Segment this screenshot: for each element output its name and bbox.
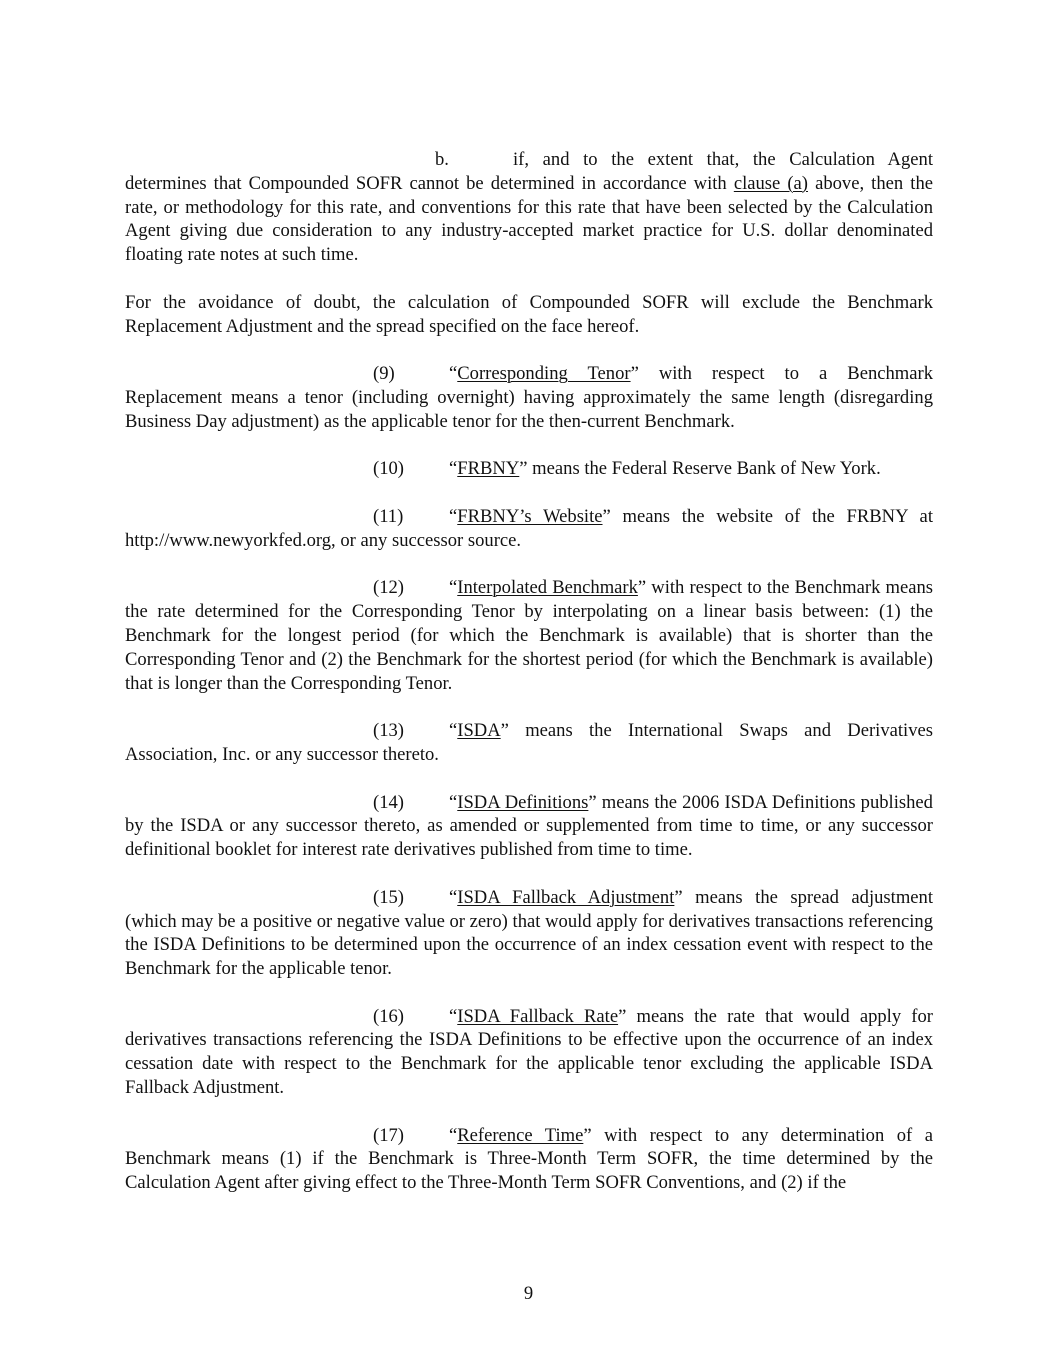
defined-term: Reference Time (457, 1124, 584, 1146)
open-quote: “ (449, 791, 458, 813)
definition-text: ” means the rate that would apply for derivatives transactions referencing the ISDA Definitions to be effective upon the occurrence of an index cessation date with respect to the Benchmark for the applicable tenor excluding the applicable ISDA Fallback Adjustment. (125, 1005, 933, 1099)
definition-number: (9) (373, 363, 395, 385)
definition-isda (125, 719, 933, 767)
definition-frbny-website (125, 505, 933, 553)
definition-isda-fallback-rate (125, 1005, 933, 1100)
definition-isda-fallback-adjustment (125, 886, 933, 981)
defined-term: Interpolated Benchmark (457, 577, 638, 599)
definition-number: (16) (373, 1005, 404, 1027)
definition-text: ” means the Federal Reserve Bank of New York. (519, 458, 881, 480)
definition-isda-definitions (125, 791, 933, 862)
defined-term: ISDA Fallback Adjustment (457, 886, 675, 908)
clause-reference: clause (a) (733, 172, 808, 194)
open-quote: “ (449, 1005, 458, 1027)
definition-text: ” means the website of the FRBNY at http://www.newyorkfed.org, or any successor source. (125, 505, 933, 551)
open-quote: “ (449, 886, 458, 908)
definition-interpolated-benchmark (125, 576, 933, 695)
definition-text: ” with respect to a Benchmark Replacement means a tenor (including overnight) having approximately the same length (disregarding Business Day adjustment) as the applicable tenor for the then-current Benchmark. (125, 363, 933, 432)
defined-term: ISDA Definitions (457, 791, 589, 813)
definition-number: (15) (373, 886, 404, 908)
definition-frbny (125, 457, 933, 481)
open-quote: “ (449, 363, 458, 385)
definition-text: ” means the 2006 ISDA Definitions published by the ISDA or any successor thereto, as amended or supplemented from time to time, or any successor definitional booklet for interest rate derivatives published from time to time. (125, 791, 933, 861)
definition-number: (12) (373, 577, 404, 599)
definition-text: ” means the spread adjustment (which may be a positive or negative value or zero) that would apply for derivatives transactions referencing the ISDA Definitions to be determined upon the occurrence of an index cessation event with respect to the Benchmark for the applicable tenor. (125, 886, 933, 980)
page-number: 9 (523, 1283, 534, 1304)
defined-term: FRBNY (457, 458, 520, 480)
definition-text: ” with respect to any determination of a Benchmark means (1) if the Benchmark is Three-Month Term SOFR, the time determined by the Calculation Agent after giving effect to the Three-Month Term SOFR Conventions, and (2) if the (125, 1124, 933, 1194)
open-quote: “ (449, 720, 458, 742)
clause-b-paragraph (125, 148, 933, 267)
clause-number: b. (435, 149, 449, 170)
definition-number: (17) (373, 1124, 404, 1146)
definition-number: (10) (373, 458, 404, 480)
open-quote: “ (449, 1124, 458, 1146)
open-quote: “ (449, 577, 458, 599)
clause-text: if, and to the extent that, the Calculation Agent determines that Compounded SOFR cannot be determined in accordance with (125, 149, 933, 194)
open-quote: “ (449, 505, 458, 527)
defined-term: ISDA (457, 720, 501, 742)
defined-term: Corresponding Tenor (457, 363, 631, 385)
definition-text: ” with respect to the Benchmark means the rate determined for the Corresponding Tenor by interpolating on a linear basis between: (1) the Benchmark for the longest period (for which the Benchmark is available) that is shorter than the Corresponding Tenor and (2) the Benchmark for the shortest period (for which the Benchmark is available) that is longer than the Corresponding Tenor. (125, 577, 933, 694)
definition-number: (11) (373, 505, 404, 527)
open-quote: “ (449, 458, 458, 480)
definition-text: ” means the International Swaps and Derivatives Association, Inc. or any successor thereto. (125, 720, 933, 765)
definition-number: (14) (373, 791, 404, 813)
document-body (125, 148, 933, 1219)
defined-term: ISDA Fallback Rate (457, 1005, 619, 1027)
clause-text: above, then the rate, or methodology for this rate, and conventions for this rate that have been selected by the Calculation Agent giving due consideration to any industry-accepted market practice for U.S. dollar denominated floating rate notes at such time. (125, 172, 933, 266)
definition-number: (13) (373, 720, 404, 742)
definition-corresponding-tenor (125, 362, 933, 433)
definition-reference-time (125, 1124, 933, 1195)
defined-term: FRBNY’s Website (457, 505, 603, 527)
avoidance-of-doubt-paragraph: For the avoidance of doubt, the calculation of Compounded SOFR will exclude the Benchmark Replacement Adjustment and the spread specified on the face hereof. (125, 291, 933, 337)
